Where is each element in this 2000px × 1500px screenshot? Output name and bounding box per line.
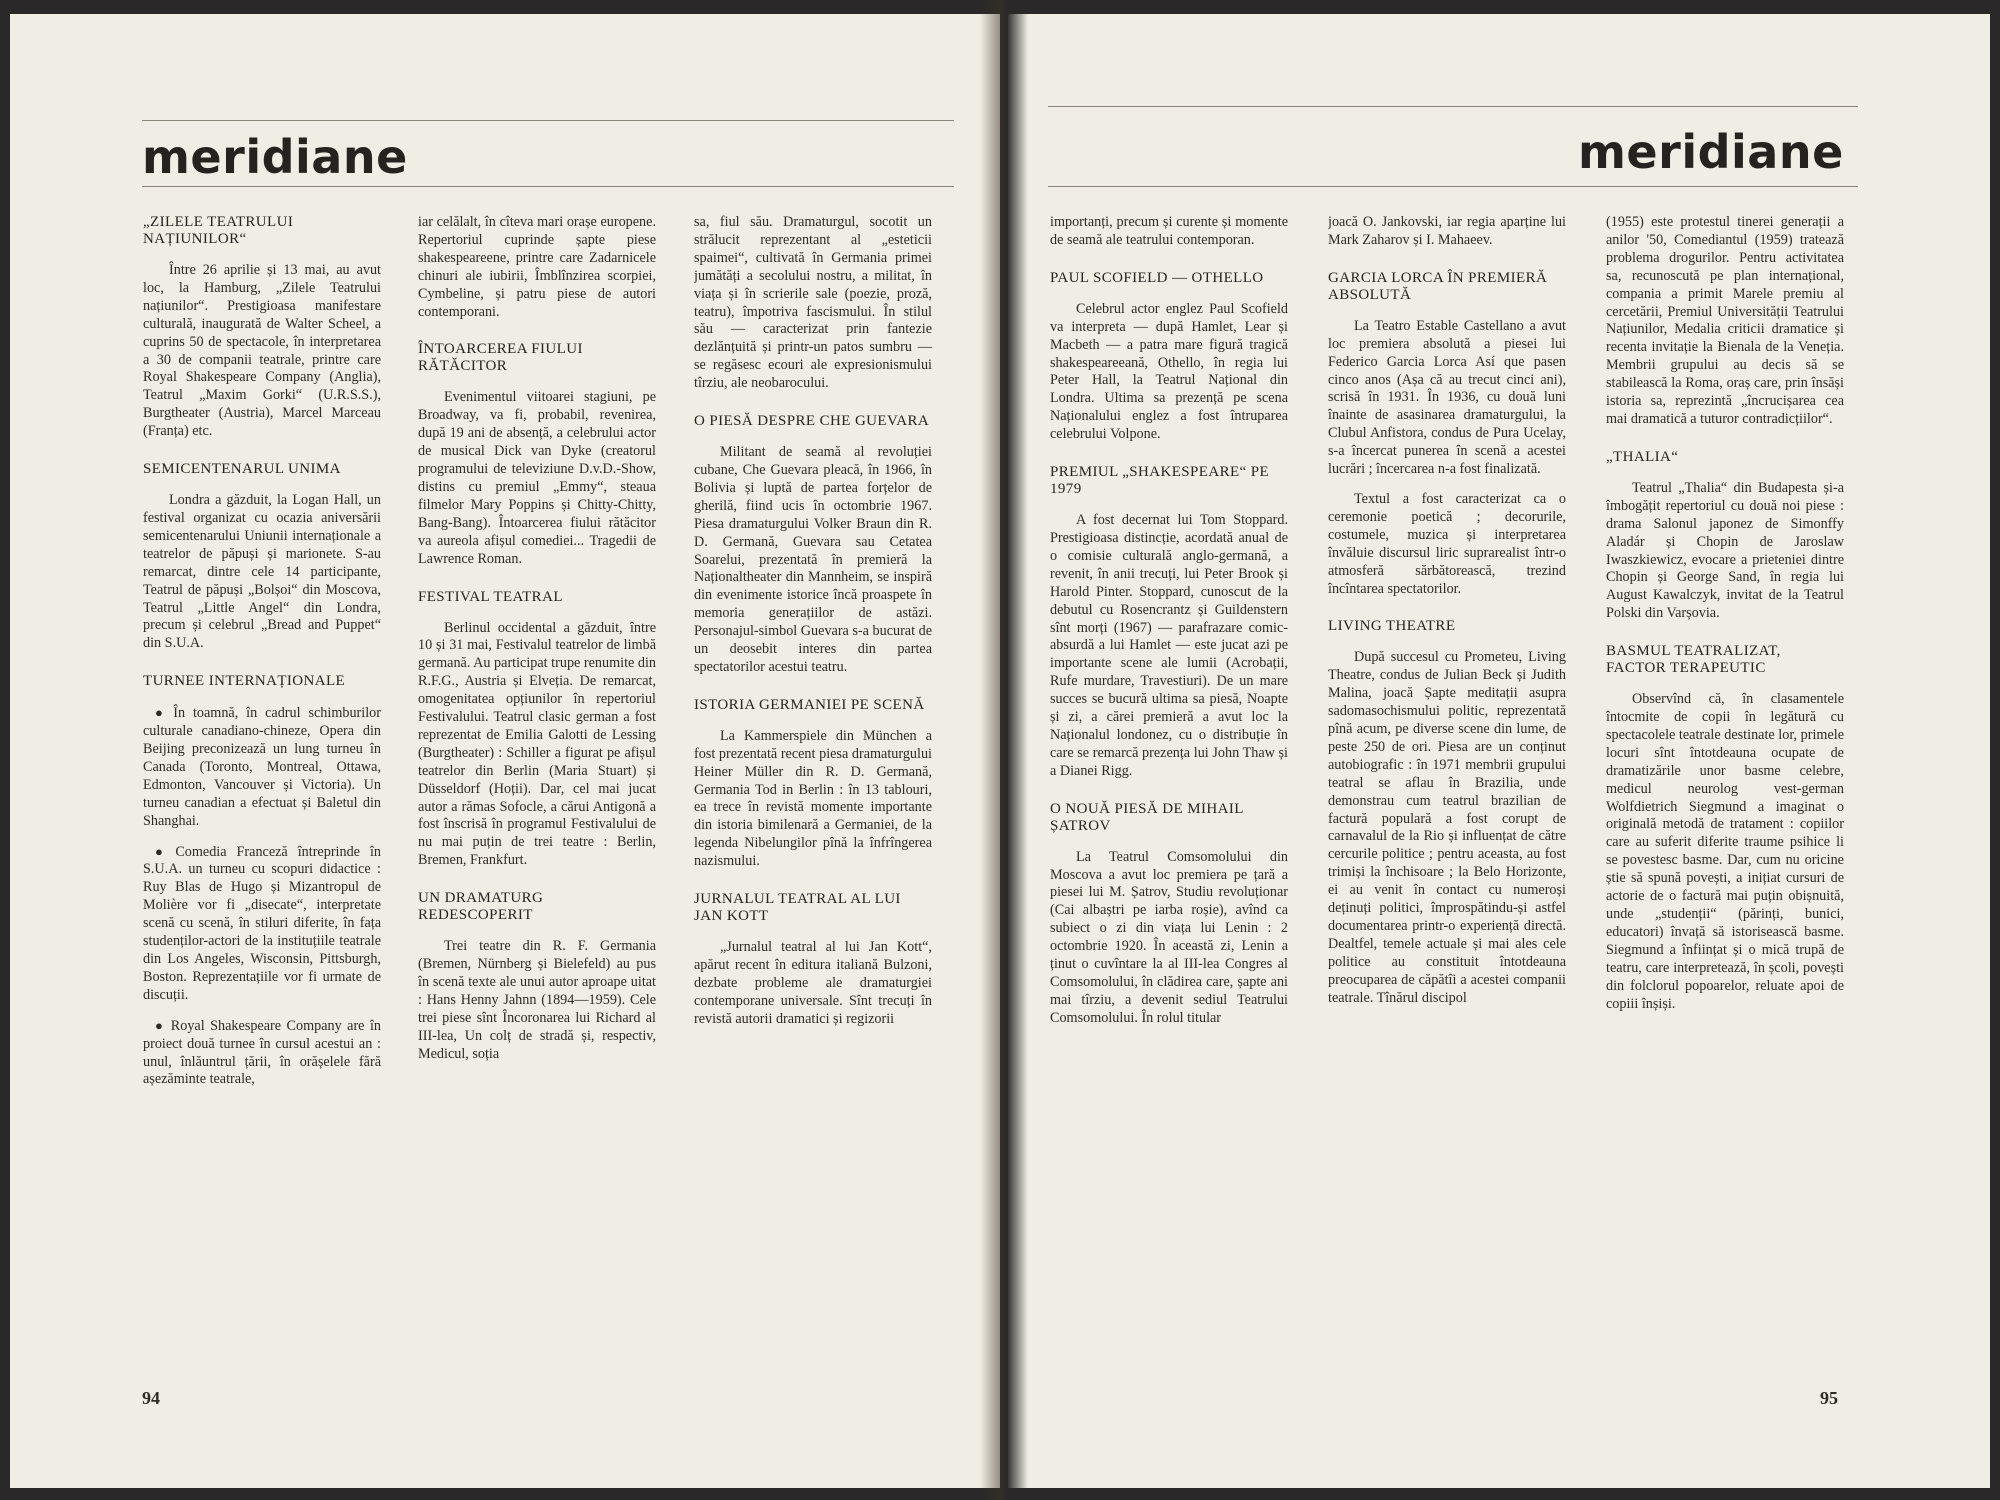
- article: [143, 673, 381, 1089]
- article: [694, 891, 932, 1029]
- article-paragraph: Berlinul occidental a găzduit, între 10 și 31 mai, Festivalul teatrelor de limbă germană. Au participat trupe renumite din R.F.G., Austria și Elveția. De remarcat, omogenitatea opțiunilor în repertoriul Festivalului. Teatrul clasic german a fost reprezentat de Emilia Galotti de Lessing (Burgtheater) : Schiller a figurat pe afișul teatrelor din Berlin (Maria Stuart) și Düsseldorf (Hoții). Dar, cel mai jucat autor a rămas Sofocle, a cărui Antigonă a fost înscrisă în programul Festivalului de nu mai puțin de trei teatre : Berlin, Bremen, Frankfurt.: [418, 619, 656, 869]
- article-paragraph: Observînd că, în clasamentele întocmite de copii în legătură cu spectacolele teatrale destinate lor, primele locuri sînt întotdeauna ocupate de dramatizările unor basme celebre, medicul neurolog vest-german Wolfdietrich Siegmund a imaginat o originală metodă de tratament : copiilor care au suferit diferite traume psihice li se povestesc basme. Dar, cum nu oricine știe să spună povești, a inițiat cursuri de actorie de o factură mai puțin obișnuită, unde „studenții“ (părinți, bunici, educatori) învață să istorisească basme. Siegmund a înființat și o mică trupă de teatru, care interpretează, în școli, povești din folclorul popoarelor, reluate apoi de copiii înșiși.: [1606, 691, 1844, 1012]
- article: [418, 341, 656, 568]
- article-paragraph: După succesul cu Prometeu, Living Theatre, condus de Julian Beck și Judith Malina, joacă Șapte meditații asupra sadomasochismului politic, reprezentată pînă acum, pe diverse scene din lume, de peste 250 de ori. Piesa are un conținut autobiografic : în 1971 membrii grupului teatral se aflau în Brazilia, unde demonstrau cum teatrul brazilian de factură populară a fost corupt de carnavalul de la Rio și influențat de către cercurile politice ; pentru aceasta, au fost trimiși la închisoare ; la Belo Horizonte, ei au venit în contact cu numeroși deținuți politici, împrospătindu-și astfel documentarea printr-o experiență directă. Dealtfel, temele actuale și mai ales cele politice au constituit întotdeauna preocuparea de căpătîi a acestei companii teatrale. Tînărul discipol: [1328, 649, 1566, 1006]
- article-paragraph: Londra a găzduit, la Logan Hall, un festival organizat cu ocazia aniversării semicentenarului Uniunii internaționale a teatrelor de păpuși și marionete. S-au remarcat, dintre cele 14 participante, Teatrul de păpuși „Bolșoi“ din Moscova, Teatrul „Little Angel“ din Londra, precum și celebrul „Bread and Puppet“ din S.U.A.: [143, 492, 381, 652]
- article: [694, 413, 932, 677]
- article: [1050, 801, 1288, 1028]
- article: [1050, 464, 1288, 781]
- header-rule-top: [1048, 106, 1858, 107]
- article-paragraph: A fost decernat lui Tom Stoppard. Prestigioasa distincție, acordată anual de o comisie culturală anglo-germană, a revenit, în anii trecuți, lui Peter Brook și Harold Pinter. Stoppard, cunoscut de la debutul cu Rosencrantz și Guildenstern sînt morți (1967) — parafrazare comic-absurdă a lui Hamlet — este jucat azi pe importante scene ale lumii (Acrobații, Rufe murdare, Travestiuri). De un mare succes se bucură ultima sa piesă, Noapte și zi, a cărei premieră a avut loc la Naționalul londonez, cu o distribuție în care se remarcă prezența lui John Thaw și a Dianei Rigg.: [1050, 512, 1288, 779]
- column-2: [1328, 214, 1566, 1404]
- page-number: 94: [142, 1388, 160, 1408]
- article-paragraph: Militant de seamă al revoluției cubane, Che Guevara pleacă, în 1966, în Bolivia și luptă de partea forțelor de gherilă, fiind ucis în octombrie 1967. Piesa dramaturgului Volker Braun din R. D. Germană, Guevara sau Cetatea Soarelui, prezentată în premieră la Naționaltheater din Mannheim, se inspiră din evenimente istorice încă proaspete în memoria generațiilor de astăzi. Personajul-simbol Guevara s-a bucurat de un deosebit interes din partea spectatorilor acestui teatru.: [694, 444, 932, 675]
- article-paragraph: Evenimentul viitoarei stagiuni, pe Broadway, va fi, probabil, revenirea, după 19 ani de absență, a celebrului actor de musical Dick van Dyke (creatorul programului de televiziune D.v.D.-Show, distins cu premiul „Emmy“, steaua filmelor Mary Poppins și Chitty-Chitty, Bang-Bang). Întoarcerea fiului rătăcitor va aureola afișul comediei... Tragedii de Lawrence Roman.: [418, 389, 656, 567]
- article: [143, 214, 381, 441]
- article: [1050, 214, 1288, 250]
- bullet-paragraph: ● Comedia Franceză întreprinde în S.U.A. un turneu cu scopuri didactice : Ruy Blas de Hugo și Mizantropul de Molière vor fi „disecate“, interpretate scenă cu scenă, în stiluri diferite, în fața studenților-actori de la instituțiile teatrale din Los Angeles, Wisconsin, Pittsburgh, Boston. Reprezentațiile vor fi urmate de discuții.: [143, 843, 381, 1005]
- article-title: O PIESĂ DESPRE CHE GUEVARA: [694, 413, 930, 430]
- article-title: „THALIA“: [1606, 448, 1679, 465]
- article-paragraph: Teatrul „Thalia“ din Budapesta și-a îmbogățit repertoriul cu două noi piese : drama Salonul japonez de Simonffy Aladár și Chopin de Jaroslaw Iwaszkiewicz, evocare a prieteniei dintre Chopin și George Sand, în regia lui August Kawalczyk, invitat de la Teatrul Polski din Varșovia.: [1606, 479, 1844, 622]
- column-1: [1050, 214, 1288, 1404]
- article-title: ÎNTOARCEREA FIULUI RĂTĂCITOR: [418, 341, 583, 375]
- page-number: 95: [1820, 1388, 1838, 1408]
- article-paragraph: Între 26 aprilie și 13 mai, au avut loc, la Hamburg, „Zilele Teatrului națiunilor“. Prestigioasa manifestare culturală, inaugurată de Walter Scheel, a cuprins 50 de spectacole, în interpretarea a 30 de companii teatrale, printre care Royal Shakespeare Company (Anglia), Teatrul „Maxim Gorki“ (U.R.S.S.), Burgtheater (Austria), Marcel Marceau (Franța) etc.: [143, 262, 381, 440]
- article: [1050, 270, 1288, 444]
- article-title: PREMIUL „SHAKESPEARE“ PE 1979: [1050, 464, 1270, 498]
- left-page: [10, 14, 1000, 1488]
- bullet-paragraph: ● În toamnă, în cadrul schimburilor culturale canadiano-chineze, Opera din Beijing preconizează un lung turneu în Canada (Toronto, Montreal, Ottawa, Edmonton, Vancouver și Victoria). Un turneu canadian a efectuat și Baletul din Shanghai.: [143, 704, 381, 830]
- article-title: UN DRAMATURG REDESCOPERIT: [418, 890, 544, 924]
- article: [1606, 643, 1844, 1013]
- bullet-paragraph: ● Royal Shakespeare Company are în proiect două turnee în cursul acestui an : unul, înlăuntrul țării, în orășelele fără așezăminte teatrale,: [143, 1017, 381, 1090]
- column-1: [143, 214, 381, 1404]
- article-paragraph: Celebrul actor englez Paul Scofield va interpreta — după Hamlet, Lear și Macbeth — a patra mare figură tragică shakespeareeană, Othello, în regia lui Peter Hall, la Teatrul Național din Londra. Ultima sa prezență pe scena Naționalului englez a fost întruparea celebrului Volpone.: [1050, 300, 1288, 443]
- article-paragraph: Trei teatre din R. F. Germania (Bremen, Nürnberg și Bielefeld) au pus în scenă texte ale unui autor aproape uitat : Hans Henny Jahnn (1894—1959). Cele trei piese sînt Încoronarea lui Richard al III-lea, Un colț de stradă și, respectiv, Medicul, soția: [418, 938, 656, 1062]
- article: [1606, 214, 1844, 429]
- right-page: [1008, 14, 1990, 1488]
- article-title: TURNEE INTERNAȚIONALE: [143, 673, 346, 690]
- article-title: FESTIVAL TEATRAL: [418, 588, 563, 605]
- article-paragraph: La Teatrul Comsomolului din Moscova a avut loc premiera pe țară a piesei lui M. Șatrov, Studiu revoluționar (Cai albaștri pe iarba roșie), avînd ca subiect o zi din viața lui Lenin : 2 octombrie 1920. În această zi, Lenin a ținut o cuvîntare la al III-lea Congres al Comsomolului, în clădirea care, șapte ani mai tîrziu, a devenit sediul Teatrului Comsomolului. În rolul titular: [1050, 848, 1288, 1026]
- header-rule-bottom: [142, 186, 954, 187]
- article-title: PAUL SCOFIELD — OTHELLO: [1050, 269, 1264, 286]
- article: [418, 589, 656, 871]
- column-3: [694, 214, 932, 1404]
- article: [1328, 270, 1566, 599]
- article-paragraph: La Kammerspiele din München a fost prezentată recent piesa dramaturgului Heiner Müller din R. D. Germană, Germania Tod in Berlin : în 13 tablouri, ea trece în revistă momente importante din istoria bimilenară a Germaniei, de la legenda Nibelungilor pînă la înfrîngerea nazismului.: [694, 727, 932, 870]
- article: [694, 214, 932, 393]
- article-title: JURNALUL TEATRAL AL LUI JAN KOTT: [694, 891, 901, 925]
- article: [418, 214, 656, 321]
- section-header: meridiane: [142, 130, 408, 184]
- article-paragraph: importanți, precum și curente și momente de seamă ale teatrului contemporan.: [1050, 214, 1288, 248]
- article: [694, 697, 932, 871]
- article: [1606, 449, 1844, 623]
- article-title: LIVING THEATRE: [1328, 618, 1456, 635]
- article-paragraph: La Teatro Estable Castellano a avut loc premiera absolută a piesei lui Federico Garcia Lorca Así que pasen cinco anos (Așa că au trecut cinci ani), scrisă în 1931. În 1936, cu două luni înainte de asasinarea dramaturgului, la Clubul Anfistora, condus de Pura Ucelay, s-a încercat punerea în scenă a acestei lucrări ; încercarea n-a fost finalizată.: [1328, 317, 1566, 478]
- article: [1328, 618, 1566, 1007]
- article-paragraph: Textul a fost caracterizat ca o ceremonie poetică ; decorurile, costumele, muzica și interpretarea învăluie discursul liric suprarealist într-o atmosferă sărbătorească, trezind încîntarea spectatorilor.: [1328, 490, 1566, 597]
- article-title: BASMUL TEATRALIZAT, FACTOR TERAPEUTIC: [1606, 643, 1781, 677]
- article-title: SEMICENTENARUL UNIMA: [143, 461, 341, 478]
- article: [143, 461, 381, 653]
- article: [418, 890, 656, 1063]
- article-paragraph: sa, fiul său. Dramaturgul, socotit un strălucit reprezentant al „esteticii spaimei“, cultivată în Germania primei jumătăți a secolului nostru, a militat, în viața și în scrierile sale (poezie, proză, teatru), împotriva fascismului. În stilul său — caracterizat prin fantezie dezlănțuită și printr-un patos sumbru — se regăsesc ecouri ale expresionismului tîrziu, ale neobarocului.: [694, 214, 932, 392]
- column-2: [418, 214, 656, 1404]
- article: [1328, 214, 1566, 250]
- article-title: „ZILELE TEATRULUI NAȚIUNILOR“: [143, 214, 294, 247]
- article-title: ISTORIA GERMANIEI PE SCENĂ: [694, 696, 925, 713]
- header-rule-top: [142, 120, 954, 121]
- article-paragraph: „Jurnalul teatral al lui Jan Kott“, apărut recent în editura italiană Bulzoni, dezbate probleme ale dramaturgiei contemporane universale. Sînt trecuți în revistă autorii dramatici și regizorii: [694, 939, 932, 1027]
- article-title: GARCIA LORCA ÎN PREMIERĂ ABSOLUTĂ: [1328, 269, 1548, 303]
- column-3: [1606, 214, 1844, 1404]
- article-paragraph: iar celălalt, în cîteva mari orașe europene. Repertoriul cuprinde șapte piese shakespeareene, printre care Zadarnicele chinuri ale iubirii, Îmblînzirea scorpiei, Cymbeline, și patru piese de autori contemporani.: [418, 214, 656, 320]
- article-title: O NOUĂ PIESĂ DE MIHAIL ȘATROV: [1050, 800, 1244, 834]
- header-rule-bottom: [1048, 186, 1858, 187]
- article-paragraph: (1955) este protestul tinerei generații a anilor '50, Comediantul (1959) tratează problema drogurilor. Pentru activitatea sa, recunoscută pe plan internațional, compania a primit Marele premiu al cercetării, Premiul Universității Teatrului Națiunilor, Medalia criticii dramatice și recenta invitație la Bienala de la Veneția. Membrii grupului au decis să se stabilească la Roma, oraș care, prin însăși istoria sa, reprezintă „încrucișarea cea mai dramatică a tuturor contradicțiilor“.: [1606, 214, 1844, 427]
- book-gutter: [980, 0, 1028, 1500]
- section-header: meridiane: [1578, 125, 1844, 179]
- article-paragraph: joacă O. Jankovski, iar regia aparține lui Mark Zaharov și I. Mahaeev.: [1328, 214, 1566, 248]
